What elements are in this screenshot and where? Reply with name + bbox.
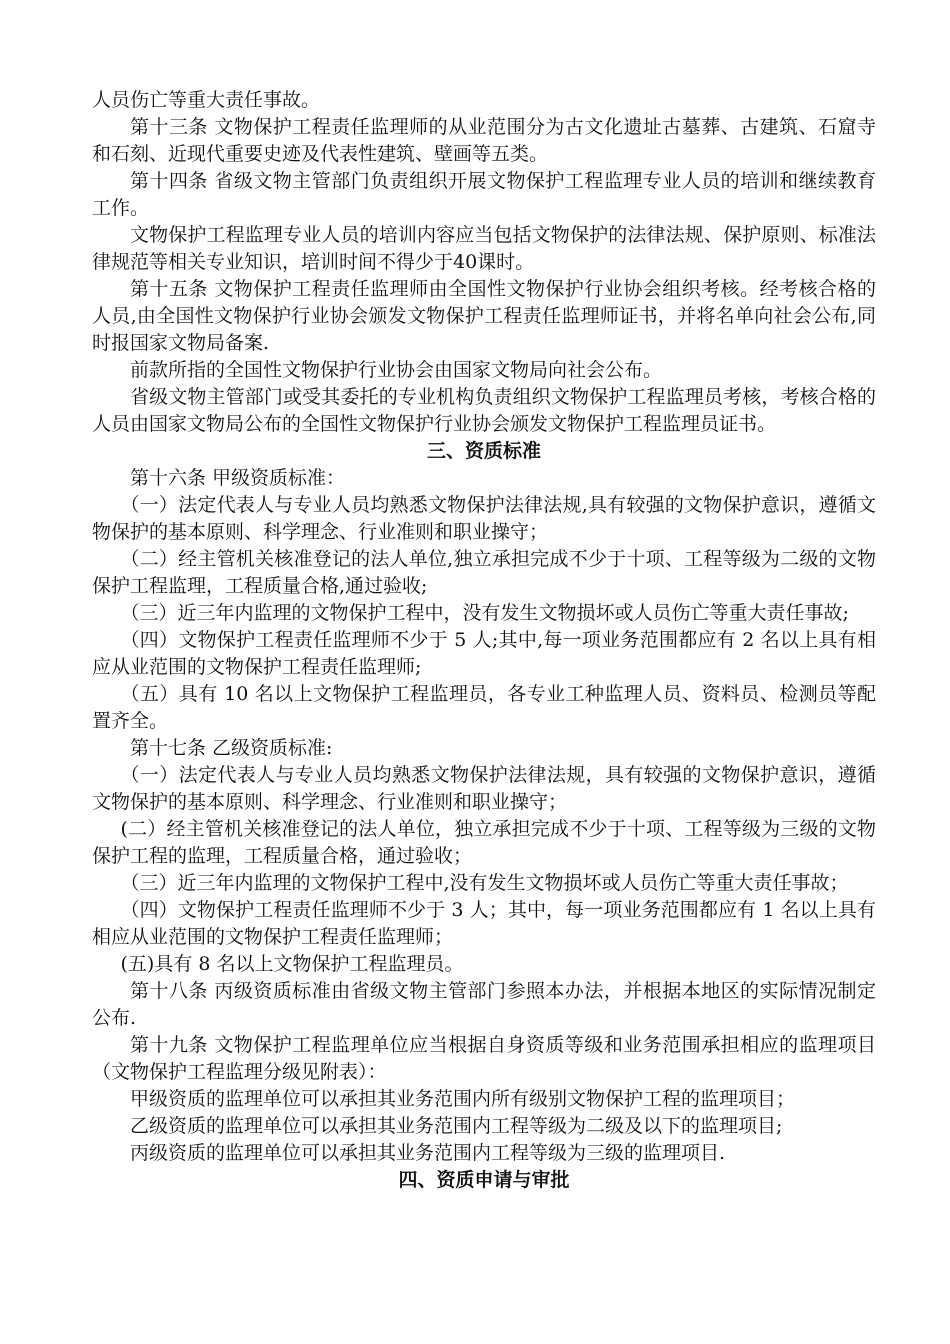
document-page — [92, 87, 876, 1194]
article-15: 第十五条 文物保护工程责任监理师由全国性文物保护行业协会组织考核。经考核合格的人员,由全国性文物保护行业协会颁发文物保护工程责任监理师证书，并将名单向社会公布,同时报国家文物局备案. — [92, 278, 876, 354]
paragraph: 前款所指的全国性文物保护行业协会由国家文物局向社会公布。 — [130, 359, 663, 381]
article-17: 第十七条 乙级资质标准: — [130, 737, 333, 759]
list-item: （三）近三年内监理的文物保护工程中，没有发生文物损坏或人员伤亡等重大责任事故; — [120, 602, 849, 624]
paragraph: 甲级资质的监理单位可以承担其业务范围内所有级别文物保护工程的监理项目； — [130, 1088, 796, 1110]
list-item: （四）文物保护工程责任监理师不少于 5 人;其中,每一项业务范围都应有 2 名以上具有相应从业范围的文物保护工程责任监理师; — [92, 629, 876, 678]
article-18: 第十八条 丙级资质标准由省级文物主管部门参照本办法，并根据本地区的实际情况制定公布. — [92, 980, 876, 1029]
article-16: 第十六条 甲级资质标准： — [130, 467, 346, 489]
paragraph: 文物保护工程监理专业人员的培训内容应当包括文物保护的法律法规、保护原则、标准法律规范等相关专业知识，培训时间不得少于40课时。 — [92, 224, 876, 273]
article-13: 第十三条 文物保护工程责任监理师的从业范围分为古文化遗址古墓葬、古建筑、石窟寺和石刻、近现代重要史迹及代表性建筑、壁画等五类。 — [92, 116, 876, 165]
article-14: 第十四条 省级文物主管部门负责组织开展文物保护工程监理专业人员的培训和继续教育工作。 — [92, 170, 876, 219]
list-item: （四）文物保护工程责任监理师不少于 3 人；其中，每一项业务范围都应有 1 名以上具有相应从业范围的文物保护工程责任监理师； — [92, 899, 876, 948]
list-item: （一）法定代表人与专业人员均熟悉文物保护法律法规，具有较强的文物保护意识，遵循文物保护的基本原则、科学理念、行业准则和职业操守； — [92, 764, 876, 813]
paragraph: 丙级资质的监理单位可以承担其业务范围内工程等级为三级的监理项目. — [130, 1142, 726, 1164]
section-heading-3: 三、资质标准 — [426, 440, 541, 462]
list-item: （一）法定代表人与专业人员均熟悉文物保护法律法规,具有较强的文物保护意识，遵循文物保护的基本原则、科学理念、行业准则和职业操守； — [92, 494, 876, 543]
list-item: (二）经主管机关核准登记的法人单位，独立承担完成不少于十项、工程等级为三级的文物保护工程的监理，工程质量合格，通过验收； — [92, 818, 876, 867]
section-heading-4: 四、资质申请与审批 — [398, 1169, 570, 1191]
paragraph: 省级文物主管部门或受其委托的专业机构负责组织文物保护工程监理员考核，考核合格的人员由国家文物局公布的全国性文物保护行业协会颁发文物保护工程监理员证书。 — [92, 386, 876, 435]
list-item: (五)具有 8 名以上文物保护工程监理员。 — [120, 953, 464, 975]
paragraph: 人员伤亡等重大责任事故。 — [92, 89, 321, 111]
list-item: （五）具有 10 名以上文物保护工程监理员，各专业工种监理人员、资料员、检测员等配置齐全。 — [92, 683, 876, 732]
list-item: （三）近三年内监理的文物保护工程中,没有发生文物损坏或人员伤亡等重大责任事故； — [120, 872, 849, 894]
list-item: （二）经主管机关核准登记的法人单位,独立承担完成不少于十项、工程等级为二级的文物保护工程监理，工程质量合格,通过验收; — [92, 548, 876, 597]
article-19: 第十九条 文物保护工程监理单位应当根据自身资质等级和业务范围承担相应的监理项目（文物保护工程监理分级见附表）： — [92, 1034, 876, 1083]
paragraph: 乙级资质的监理单位可以承担其业务范围内工程等级为二级及以下的监理项目; — [130, 1115, 783, 1137]
